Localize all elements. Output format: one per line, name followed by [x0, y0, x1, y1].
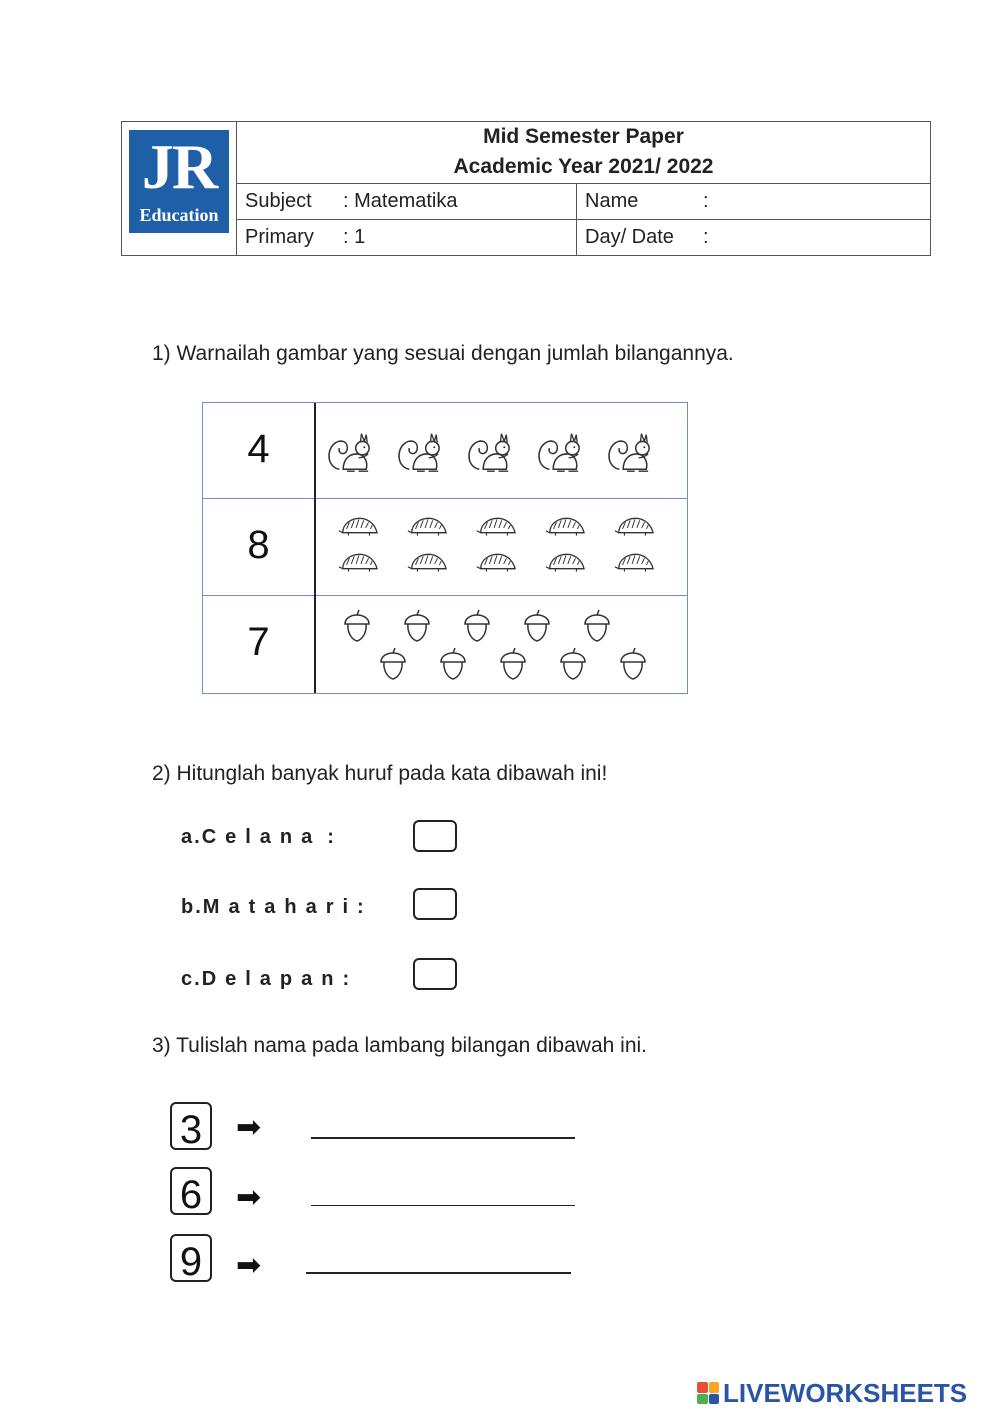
row-divider — [203, 498, 687, 499]
acorn-icon[interactable] — [617, 647, 649, 681]
counting-table — [202, 402, 688, 694]
hedgehog-icon[interactable] — [475, 550, 517, 576]
subject-value: : Matematika — [343, 190, 458, 212]
word-item-b — [181, 896, 373, 919]
word-item-c — [181, 968, 358, 991]
item-colon: : — [327, 826, 343, 848]
paper-title — [237, 122, 930, 184]
header-row-1 — [237, 184, 930, 220]
jr-education-logo — [129, 130, 229, 233]
logo-cell — [122, 122, 237, 255]
item-colon: : — [357, 896, 373, 918]
hedgehog-icon[interactable] — [544, 550, 586, 576]
arrow-right-icon: ➡ — [236, 1181, 262, 1214]
number-box-3: 3 — [170, 1102, 212, 1150]
question-2: 2) Hitunglah banyak huruf pada kata dibawah ini! — [152, 762, 608, 785]
word-item-a — [181, 826, 343, 849]
subject-cell — [237, 184, 577, 220]
row-divider — [203, 595, 687, 596]
row-number-4: 4 — [247, 427, 270, 471]
header-table — [121, 121, 931, 256]
logo-text: JR — [141, 131, 217, 202]
title-line-2: Academic Year 2021/ 2022 — [453, 155, 714, 178]
date-value: : — [703, 226, 709, 248]
subject-label: Subject — [245, 190, 312, 212]
hedgehog-icon[interactable] — [337, 550, 379, 576]
column-divider — [314, 403, 316, 693]
acorn-icon[interactable] — [341, 609, 373, 643]
squirrel-icon[interactable] — [394, 427, 442, 477]
liveworksheets-logo-icon — [697, 1382, 719, 1404]
answer-line-6[interactable] — [311, 1205, 575, 1206]
acorn-icon[interactable] — [461, 609, 493, 643]
row-number-8: 8 — [247, 523, 270, 567]
logo-subtext: Education — [139, 205, 219, 225]
header-row-2 — [237, 220, 930, 256]
acorn-icon[interactable] — [521, 609, 553, 643]
item-word: Celana — [201, 826, 322, 848]
acorn-icon[interactable] — [377, 647, 409, 681]
hedgehog-icon[interactable] — [475, 514, 517, 540]
name-label: Name — [585, 190, 639, 212]
primary-label: Primary — [245, 226, 314, 248]
hedgehog-icon[interactable] — [613, 550, 655, 576]
hedgehog-icon[interactable] — [544, 514, 586, 540]
answer-box-b[interactable] — [413, 888, 457, 920]
row-number-7: 7 — [247, 620, 270, 664]
title-line-1: Mid Semester Paper — [483, 125, 684, 148]
item-word: Delapan — [201, 968, 343, 990]
acorn-icon[interactable] — [497, 647, 529, 681]
acorn-icon[interactable] — [581, 609, 613, 643]
squirrel-icon[interactable] — [604, 427, 652, 477]
item-prefix: a. — [181, 826, 202, 848]
item-prefix: c. — [181, 968, 202, 990]
number-box-9: 9 — [170, 1234, 212, 1282]
arrow-right-icon: ➡ — [236, 1249, 262, 1282]
hedgehog-icon[interactable] — [406, 550, 448, 576]
item-prefix: b. — [181, 896, 203, 918]
squirrel-icon[interactable] — [464, 427, 512, 477]
name-value: : — [703, 190, 709, 212]
hedgehog-icon[interactable] — [613, 514, 655, 540]
date-cell[interactable] — [577, 220, 930, 256]
watermark-text: LIVEWORKSHEETS — [723, 1377, 968, 1408]
date-label: Day/ Date — [585, 226, 674, 248]
number-box-6: 6 — [170, 1167, 212, 1215]
squirrel-icon[interactable] — [324, 427, 372, 477]
primary-value: : 1 — [343, 226, 366, 248]
answer-line-9[interactable] — [306, 1272, 571, 1274]
primary-cell — [237, 220, 577, 256]
arrow-right-icon: ➡ — [236, 1111, 262, 1144]
item-word: Matahari — [202, 896, 358, 918]
hedgehog-icon[interactable] — [406, 514, 448, 540]
liveworksheets-watermark — [697, 1378, 967, 1408]
question-3: 3) Tulislah nama pada lambang bilangan dibawah ini. — [152, 1034, 647, 1057]
answer-box-c[interactable] — [413, 958, 457, 990]
acorn-icon[interactable] — [437, 647, 469, 681]
hedgehog-icon[interactable] — [337, 514, 379, 540]
acorn-icon[interactable] — [557, 647, 589, 681]
name-cell[interactable] — [577, 184, 930, 220]
answer-line-3[interactable] — [311, 1137, 575, 1139]
squirrel-icon[interactable] — [534, 427, 582, 477]
answer-box-a[interactable] — [413, 820, 457, 852]
question-1: 1) Warnailah gambar yang sesuai dengan jumlah bilangannya. — [152, 342, 734, 365]
acorn-icon[interactable] — [401, 609, 433, 643]
item-colon: : — [342, 968, 359, 990]
